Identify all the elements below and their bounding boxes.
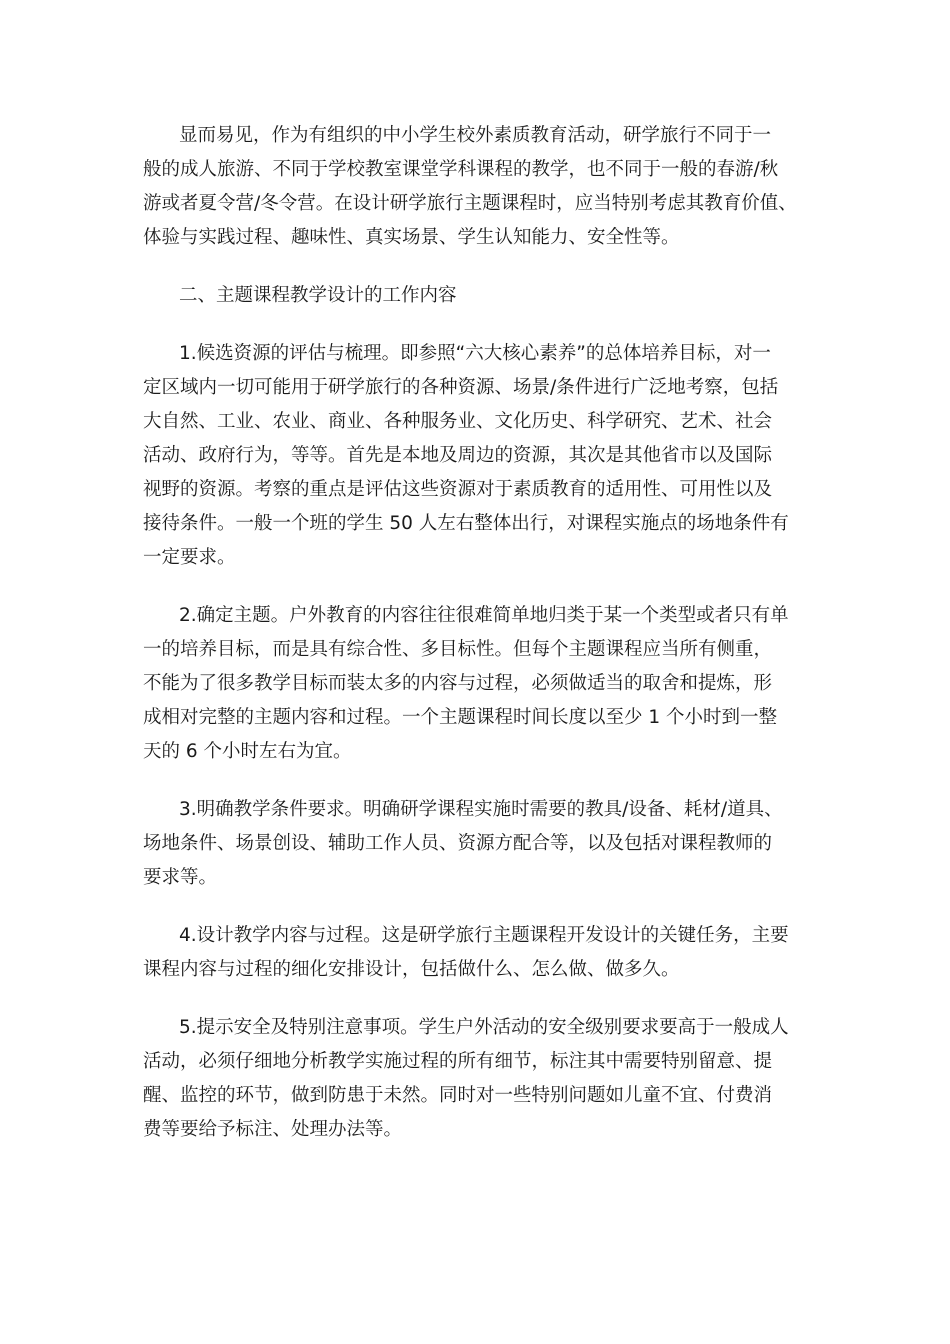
- text-line: 成相对完整的主题内容和过程。一个主题课程时间长度以至少 1 个小时到一整: [143, 707, 778, 728]
- text-line: 体验与实践过程、趣味性、真实场景、学生认知能力、安全性等。: [143, 227, 680, 248]
- paragraph-item-2: [143, 599, 807, 769]
- text-line: 要求等。: [143, 867, 218, 888]
- text-line: 5.提示安全及特别注意事项。学生户外活动的安全级别要求要高于一般成人: [179, 1017, 789, 1038]
- paragraph-item-1: [143, 337, 807, 575]
- text-line: 不能为了很多教学目标而装太多的内容与过程，必须做适当的取舍和提炼，形: [143, 673, 773, 694]
- text-line: 游或者夏令营/冬令营。在设计研学旅行主题课程时，应当特别考虑其教育价值、: [143, 193, 797, 214]
- text-line: 4.设计教学内容与过程。这是研学旅行主题课程开发设计的关键任务，主要: [179, 925, 789, 946]
- text-line: 醒、监控的环节，做到防患于未然。同时对一些特别问题如儿童不宜、付费消: [143, 1085, 773, 1106]
- text-line: 般的成人旅游、不同于学校教室课堂学科课程的教学，也不同于一般的春游/秋: [143, 159, 779, 180]
- section-heading: [143, 279, 807, 313]
- text-line: 2.确定主题。户外教育的内容往往很难简单地归类于某一个类型或者只有单: [179, 605, 789, 626]
- text-line: 定区域内一切可能用于研学旅行的各种资源、场景/条件进行广泛地考察，包括: [143, 377, 779, 398]
- text-line: 场地条件、场景创设、辅助工作人员、资源方配合等，以及包括对课程教师的: [143, 833, 773, 854]
- text-line: 费等要给予标注、处理办法等。: [143, 1119, 403, 1140]
- section-heading-text: 二、主题课程教学设计的工作内容: [179, 285, 457, 306]
- paragraph-intro: [143, 119, 807, 255]
- text-line: 视野的资源。考察的重点是评估这些资源对于素质教育的适用性、可用性以及: [143, 479, 773, 500]
- text-line: 活动，必须仔细地分析教学实施过程的所有细节，标注其中需要特别留意、提: [143, 1051, 773, 1072]
- text-line: 一的培养目标，而是具有综合性、多目标性。但每个主题课程应当所有侧重，: [143, 639, 773, 660]
- text-line: 大自然、工业、农业、商业、各种服务业、文化历史、科学研究、艺术、社会: [143, 411, 773, 432]
- document-body: [143, 119, 807, 1171]
- text-line: 接待条件。一般一个班的学生 50 人左右整体出行，对课程实施点的场地条件有: [143, 513, 789, 534]
- text-line: 一定要求。: [143, 547, 236, 568]
- text-line: 显而易见，作为有组织的中小学生校外素质教育活动，研学旅行不同于一: [179, 125, 772, 146]
- paragraph-item-3: [143, 793, 807, 895]
- text-line: 天的 6 个小时左右为宜。: [143, 741, 352, 762]
- text-line: 活动、政府行为，等等。首先是本地及周边的资源，其次是其他省市以及国际: [143, 445, 773, 466]
- text-line: 3.明确教学条件要求。明确研学课程实施时需要的教具/设备、耗材/道具、: [179, 799, 783, 820]
- paragraph-item-5: [143, 1011, 807, 1147]
- text-line: 课程内容与过程的细化安排设计，包括做什么、怎么做、做多久。: [143, 959, 680, 980]
- text-line: 1.候选资源的评估与梳理。即参照“六大核心素养”的总体培养目标，对一: [179, 343, 771, 364]
- paragraph-item-4: [143, 919, 807, 987]
